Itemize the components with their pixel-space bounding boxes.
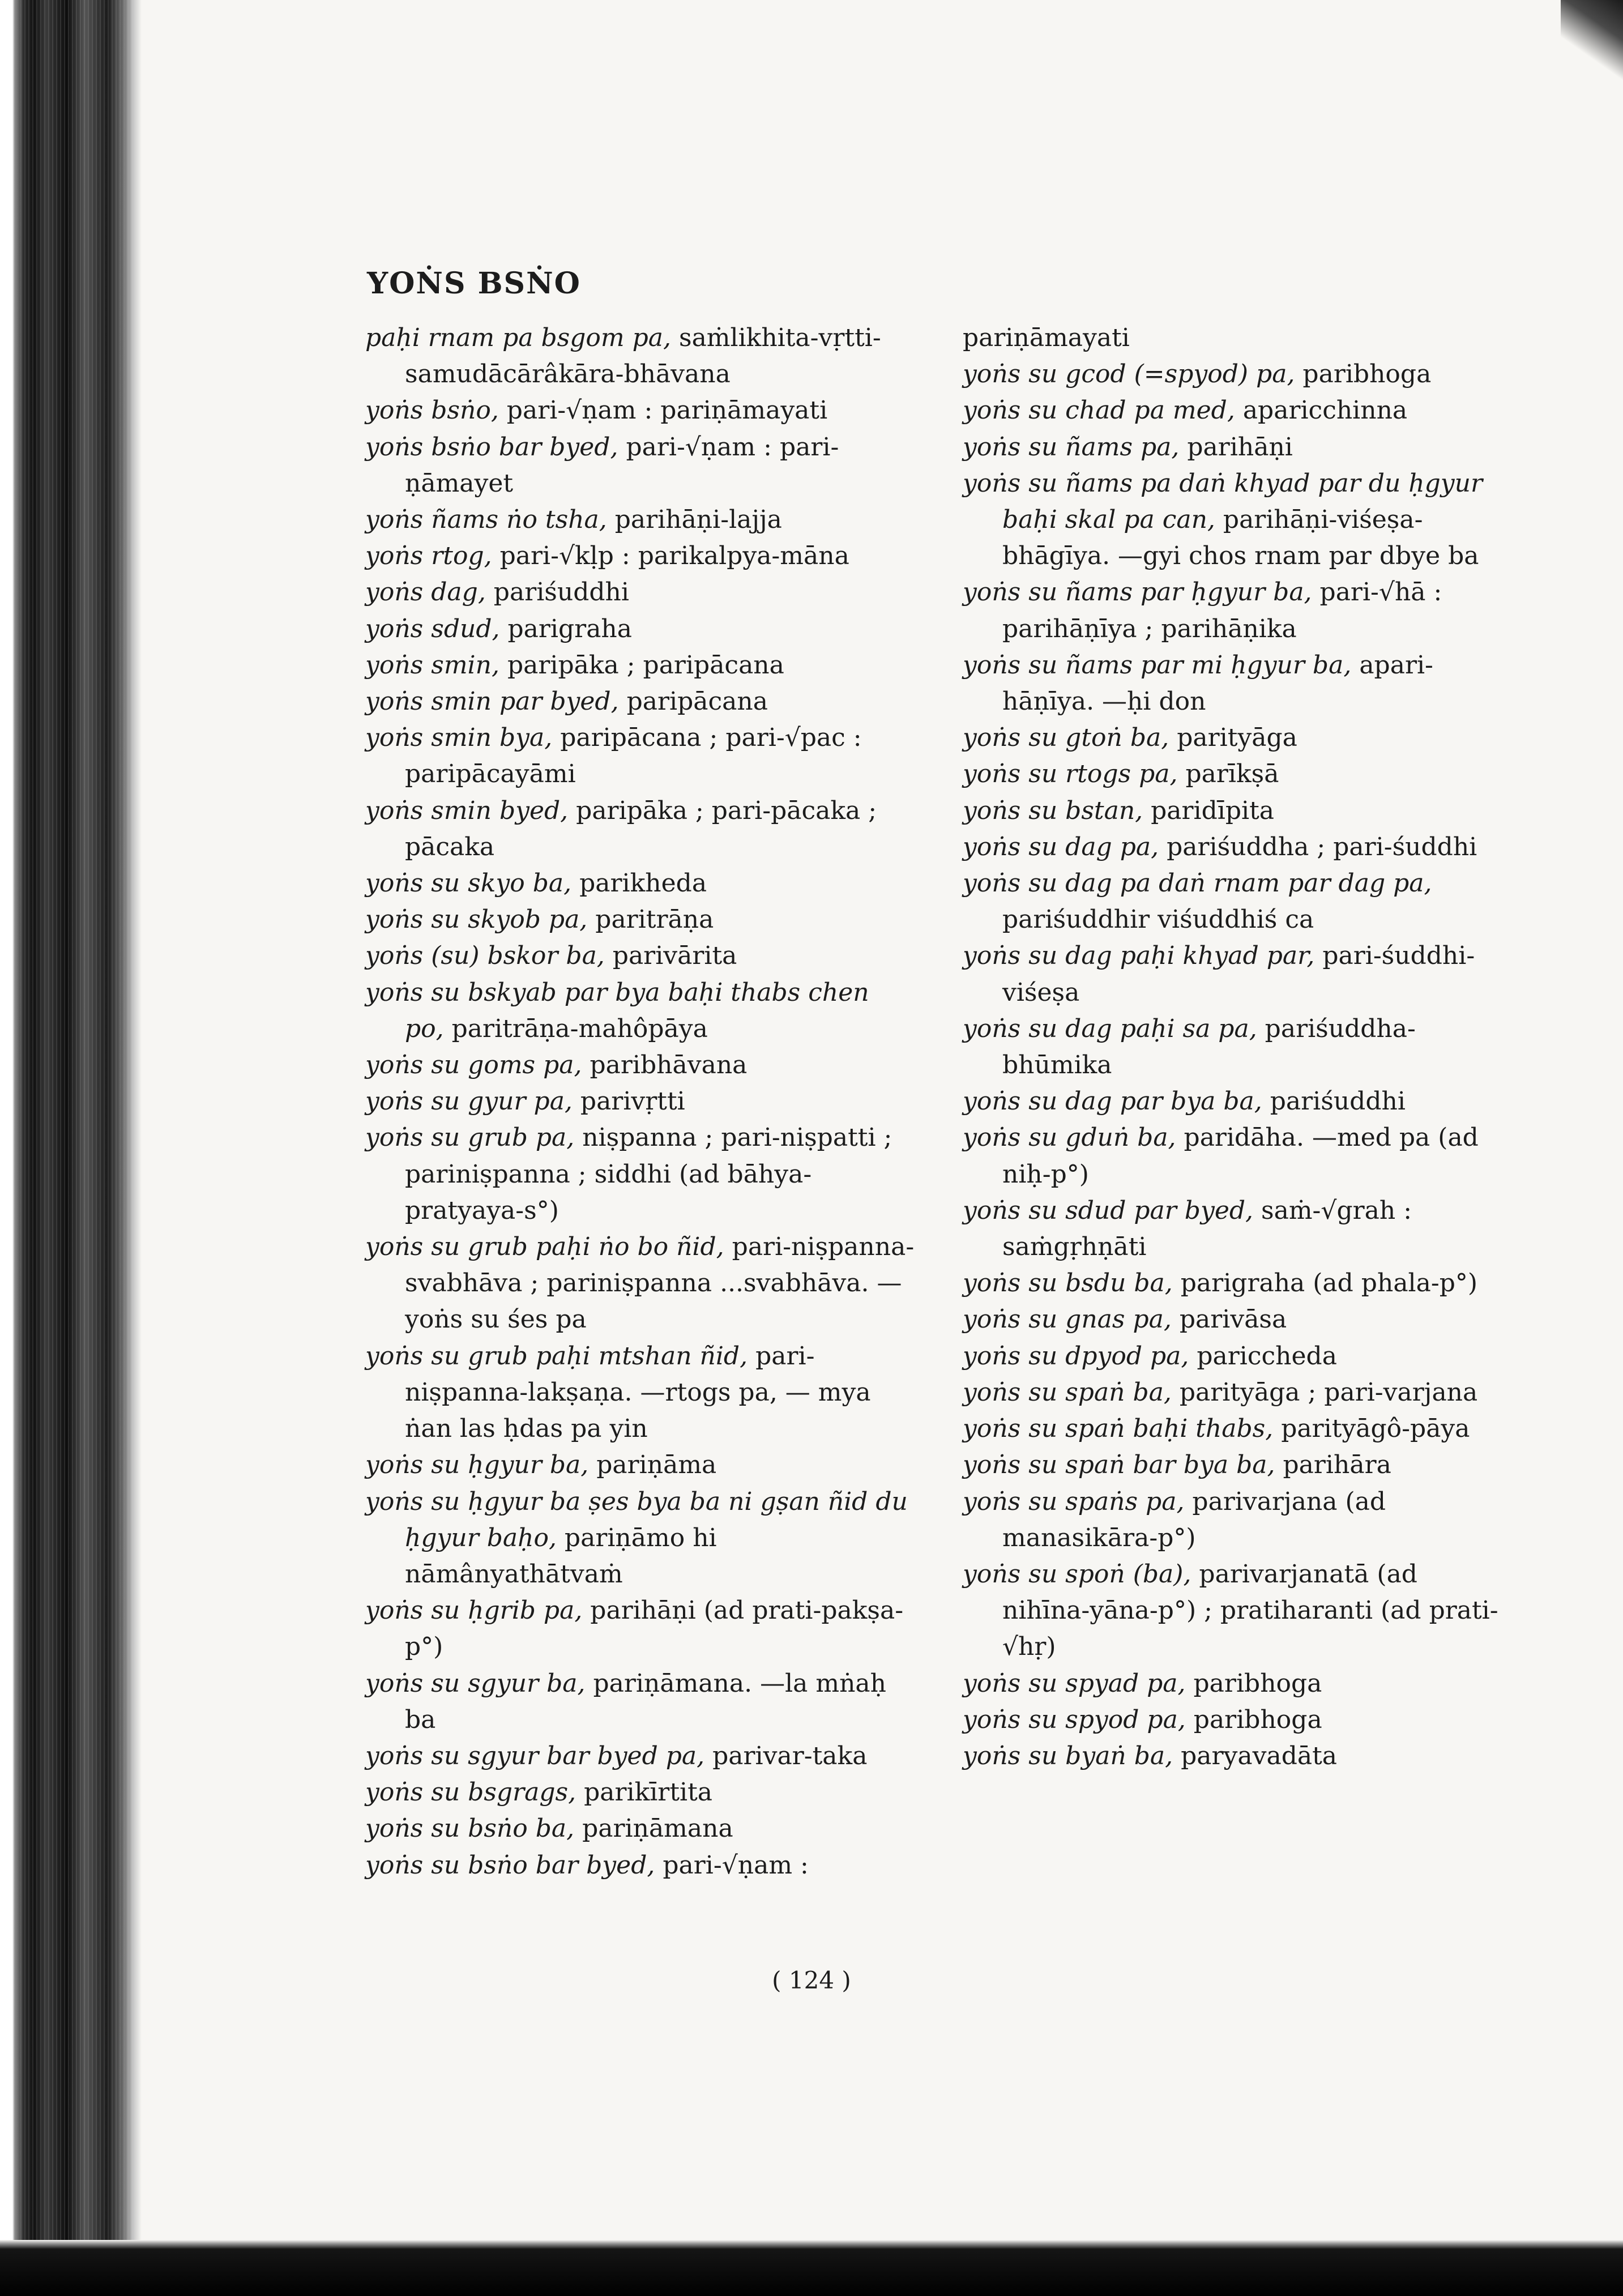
sanskrit-equivalent: parivārita (604, 941, 737, 971)
sanskrit-equivalent: paribhāvana (582, 1051, 748, 1080)
left-column (365, 320, 915, 1884)
sanskrit-equivalent: paripācana ; pari-√pac : paripācayāmi (405, 723, 870, 789)
tibetan-term: yoṅs su spyod pa, (963, 1705, 1186, 1734)
sanskrit-equivalent: pariṇāmana (574, 1814, 733, 1843)
tibetan-term: yoṅs dag, (365, 578, 486, 607)
sanskrit-equivalent: paripāka ; paripācana (499, 650, 784, 680)
dictionary-entry (963, 429, 1512, 466)
dictionary-entry (963, 356, 1512, 392)
sanskrit-equivalent: aparicchinna (1235, 396, 1408, 425)
tibetan-term: yoṅs smin bya, (365, 723, 553, 753)
tibetan-term: yoṅs su spaṅ baḥi thabs, (963, 1414, 1274, 1444)
dictionary-entry (963, 1120, 1512, 1192)
sanskrit-equivalent: paripāka ; pari-pācaka ; pācaka (405, 796, 885, 861)
tibetan-term: yoṅs su gnas pa, (963, 1305, 1172, 1334)
dictionary-entry (365, 1338, 915, 1448)
tibetan-term: yoṅs su byaṅ ba, (963, 1741, 1173, 1770)
sanskrit-equivalent: pari-niṣpanna-lakṣaṇa. —rtogs pa, — mya ṅan las ḥdas pa yin (405, 1341, 879, 1444)
dictionary-entry (365, 1811, 915, 1847)
tibetan-term: yoṅs sdud, (365, 614, 500, 643)
tibetan-term: yoṅs su ḥgyur ba, (365, 1450, 589, 1480)
tibetan-term: yoṅs su bsdu ba, (963, 1269, 1173, 1298)
dictionary-entry (365, 1083, 915, 1120)
sanskrit-equivalent: parityāgô-pāya (1273, 1414, 1470, 1444)
tibetan-term: yoṅs su skyob pa, (365, 905, 588, 934)
dictionary-entry (365, 611, 915, 647)
tibetan-term: yoṅs su goms pa, (365, 1051, 582, 1080)
dictionary-entry (365, 1847, 915, 1884)
dictionary-entry (365, 1484, 915, 1593)
page-corner-shadow (1561, 0, 1623, 91)
sanskrit-equivalent: pariṇāmo hi nāmânyathātvaṁ (405, 1523, 725, 1589)
dictionary-entry (963, 1666, 1512, 1702)
tibetan-term: yoṅs su gcod (=spyod) pa, (963, 360, 1295, 389)
dictionary-entry (365, 720, 915, 792)
tibetan-term: yoṅs bsṅo, (365, 396, 499, 425)
dictionary-entry (365, 684, 915, 720)
dictionary-entry (365, 1738, 915, 1774)
tibetan-term: yoṅs su chad pa med, (963, 396, 1235, 425)
tibetan-term: yoṅs rtog, (365, 541, 492, 571)
sanskrit-equivalent: pari-√ṇam : (655, 1850, 809, 1880)
tibetan-term: yoṅs su bsṅo ba, (365, 1814, 575, 1843)
tibetan-term: yoṅs su gyur pa, (365, 1087, 573, 1116)
dictionary-entry (963, 647, 1512, 720)
sanskrit-equivalent: pariśuddha ; pari-śuddhi (1159, 832, 1477, 861)
tibetan-term: yoṅs su bsgrags, (365, 1778, 576, 1807)
dictionary-entry (963, 574, 1512, 647)
dictionary-entry (365, 647, 915, 684)
dictionary-entry (963, 1375, 1512, 1411)
dictionary-entry (963, 793, 1512, 829)
dictionary-entry (365, 1047, 915, 1083)
sanskrit-equivalent: parihāṇi-viśeṣa-bhāgīya. —gyi chos rnam par dbye ba (1002, 505, 1479, 571)
tibetan-term: yoṅs su sdud par byed, (963, 1196, 1254, 1225)
tibetan-term: yoṅs smin par byed, (365, 687, 619, 716)
page-number: ( 124 ) (772, 1966, 851, 1994)
sanskrit-equivalent: parivāsa (1171, 1305, 1287, 1334)
tibetan-term: yoṅs su spyad pa, (963, 1668, 1186, 1698)
dictionary-entry (365, 1229, 915, 1338)
dictionary-entry (365, 1666, 915, 1738)
sanskrit-equivalent: paritrāṇa-mahôpāya (443, 1014, 708, 1043)
sanskrit-equivalent: paridīpita (1143, 796, 1275, 825)
tibetan-term: yoṅs smin byed, (365, 796, 569, 825)
tibetan-term: yoṅs su bstan, (963, 796, 1143, 825)
sanskrit-equivalent: paribhoga (1185, 1705, 1322, 1734)
sanskrit-equivalent: paribhoga (1185, 1668, 1322, 1698)
tibetan-term: paḥi rnam pa bsgom pa, (365, 323, 671, 352)
tibetan-term: yoṅs su bsṅo bar byed, (365, 1850, 655, 1880)
tibetan-term: yoṅs (su) bskor ba, (365, 941, 605, 971)
tibetan-term: yoṅs su dag par bya ba, (963, 1087, 1262, 1116)
dictionary-entry (963, 1265, 1512, 1301)
tibetan-term: yoṅs su bskyab par bya baḥi thabs chen po, (365, 978, 877, 1043)
tibetan-term: yoṅs su dag pa, (963, 832, 1159, 861)
dictionary-entry (963, 865, 1512, 938)
sanskrit-equivalent: parivarjana (ad manasikāra-p°) (1002, 1487, 1394, 1552)
dictionary-entry (365, 975, 915, 1047)
tibetan-term: yoṅs su ñams par ḥgyur ba, (963, 578, 1312, 607)
dictionary-entry (963, 1738, 1512, 1774)
dictionary-entry (963, 938, 1512, 1010)
sanskrit-equivalent: pari-√kḷp : parikalpya-māna (492, 541, 849, 571)
dictionary-entry (963, 756, 1512, 792)
dictionary-entry (365, 1774, 915, 1811)
sanskrit-equivalent: parityāga (1169, 723, 1297, 753)
tibetan-term: yoṅs su skyo ba, (365, 869, 572, 898)
sanskrit-equivalent: parikīrtita (576, 1778, 713, 1807)
sanskrit-equivalent: pariccheda (1189, 1341, 1337, 1371)
sanskrit-equivalent: pariśuddhi (485, 578, 629, 607)
tibetan-term: yoṅs su ñams par mi ḥgyur ba, (963, 650, 1352, 680)
tibetan-term: yoṅs bsṅo bar byed, (365, 432, 618, 462)
dictionary-entry (365, 320, 915, 392)
sanskrit-equivalent: parihāra (1275, 1450, 1391, 1480)
sanskrit-equivalent: parivar-taka (704, 1741, 868, 1770)
sanskrit-equivalent: paryavadāta (1173, 1741, 1338, 1770)
page-header: YOṄS BSṄO (367, 266, 581, 301)
tibetan-term: yoṅs ñams ṅo tsha, (365, 505, 607, 535)
tibetan-term: yoṅs su grub paḥi ṅo bo ñid, (365, 1232, 724, 1262)
tibetan-term: yoṅs su rtogs pa, (963, 759, 1178, 789)
dictionary-entry (963, 1411, 1512, 1447)
tibetan-term: yoṅs su ḥgrib pa, (365, 1596, 583, 1625)
dictionary-entry (963, 320, 1512, 356)
dictionary-entry (963, 1193, 1512, 1265)
dictionary-entry (963, 1011, 1512, 1083)
dictionary-entry (963, 1447, 1512, 1483)
sanskrit-equivalent: pariṇāmayati (963, 323, 1130, 352)
tibetan-term: yoṅs su ḥgyur ba ṣes bya ba ni gṣan ñid du ḥgyur baḥo, (365, 1487, 916, 1552)
right-column (963, 320, 1512, 1774)
dictionary-entry (365, 392, 915, 429)
sanskrit-equivalent: parigraha (ad phala-p°) (1172, 1269, 1478, 1298)
dictionary-entry (963, 1301, 1512, 1338)
tibetan-term: yoṅs su dag paḥi sa pa, (963, 1014, 1257, 1043)
sanskrit-equivalent: pari-niṣpanna-svabhāva ; pariniṣpanna ...svabhāva. —yoṅs su śes pa (405, 1232, 915, 1334)
dictionary-entry (963, 1556, 1512, 1666)
sanskrit-equivalent: paribhoga (1295, 360, 1432, 389)
sanskrit-equivalent: parivarjanatā (ad nihīna-yāna-p°) ; pratiharanti (ad prati-√hṛ) (1002, 1559, 1498, 1662)
sanskrit-equivalent: pari-√ṇam : pariṇāmayati (498, 396, 828, 425)
tibetan-term: yoṅs su gduṅ ba, (963, 1123, 1176, 1153)
tibetan-term: yoṅs su grub pa, (365, 1123, 575, 1153)
dictionary-entry (365, 902, 915, 938)
tibetan-term: yoṅs su spaṅ bar bya ba, (963, 1450, 1275, 1480)
sanskrit-equivalent: pari-śuddhi-viśeṣa (1002, 941, 1475, 1007)
dictionary-entry (365, 429, 915, 502)
sanskrit-equivalent: saṁlikhita-vṛtti-samudācārâkāra-bhāvana (405, 323, 881, 389)
dictionary-entry (365, 1447, 915, 1483)
sanskrit-equivalent: apari-hāṇīya. —ḥi don (1002, 650, 1433, 716)
sanskrit-equivalent: niṣpanna ; pari-niṣpatti ; pariniṣpanna ; siddhi (ad bāhya-pratyaya-s°) (405, 1123, 900, 1225)
sanskrit-equivalent: saṁ-√grah : saṁgṛhṇāti (1002, 1196, 1420, 1262)
dictionary-entry (963, 1484, 1512, 1556)
sanskrit-equivalent: parihāṇi (ad prati-pakṣa-p°) (405, 1596, 904, 1662)
book-spine-page-edges (20, 0, 134, 2296)
dictionary-entry (963, 1083, 1512, 1120)
dictionary-entry (365, 1593, 915, 1665)
sanskrit-equivalent: pariśuddha-bhūmika (1002, 1014, 1416, 1080)
dictionary-entry (963, 829, 1512, 865)
tibetan-term: yoṅs su ñams pa daṅ khyad par du ḥgyur baḥi skal pa can, (963, 468, 1491, 535)
tibetan-term: yoṅs su gtoṅ ba, (963, 723, 1169, 753)
dictionary-entry (963, 1338, 1512, 1375)
dictionary-entry (963, 720, 1512, 756)
dictionary-entry (365, 502, 915, 538)
tibetan-term: yoṅs su spaṅs pa, (963, 1487, 1185, 1516)
sanskrit-equivalent: pariśuddhir viśuddhiś ca (1002, 869, 1440, 934)
sanskrit-equivalent: parivṛtti (572, 1087, 685, 1116)
sanskrit-equivalent: parihāṇi (1179, 432, 1293, 462)
sanskrit-equivalent: parīkṣā (1177, 759, 1279, 789)
tibetan-term: yoṅs su sgyur ba, (365, 1668, 586, 1698)
tibetan-term: yoṅs su spoṅ (ba), (963, 1559, 1191, 1589)
dictionary-entry (963, 392, 1512, 429)
sanskrit-equivalent: parikheda (571, 869, 707, 898)
dictionary-entry (365, 793, 915, 865)
sanskrit-equivalent: pari-√hā : parihāṇīya ; parihāṇika (1002, 578, 1450, 643)
dictionary-entry (365, 574, 915, 611)
tibetan-term: yoṅs su dag pa daṅ rnam par dag pa, (963, 869, 1432, 898)
dictionary-entry (963, 1702, 1512, 1738)
sanskrit-equivalent: parigraha (499, 614, 632, 643)
tibetan-term: yoṅs smin, (365, 650, 499, 680)
tibetan-term: yoṅs su grub paḥi mtshan ñid, (365, 1341, 748, 1371)
dictionary-entry (365, 938, 915, 974)
tibetan-term: yoṅs su spaṅ ba, (963, 1377, 1172, 1407)
dictionary-entry (365, 1120, 915, 1229)
dictionary-entry (365, 865, 915, 902)
sanskrit-equivalent: pariṇāma (588, 1450, 717, 1480)
page-bottom-shadow (0, 2240, 1623, 2296)
dictionary-entry (963, 466, 1512, 575)
sanskrit-equivalent: paritrāṇa (587, 905, 714, 934)
tibetan-term: yoṅs su ñams pa, (963, 432, 1180, 462)
sanskrit-equivalent: pari-√ṇam : pari-ṇāmayet (405, 432, 839, 498)
sanskrit-equivalent: parihāṇi-lajja (607, 505, 782, 535)
sanskrit-equivalent: pariṇāmana. —la mṅaḥ ba (405, 1668, 894, 1734)
sanskrit-equivalent: pariśuddhi (1262, 1087, 1406, 1116)
tibetan-term: yoṅs su dpyod pa, (963, 1341, 1189, 1371)
sanskrit-equivalent: paripācana (618, 687, 768, 716)
sanskrit-equivalent: paridāha. —med pa (ad niḥ-p°) (1002, 1123, 1487, 1189)
tibetan-term: yoṅs su sgyur bar byed pa, (365, 1741, 705, 1770)
sanskrit-equivalent: parityāga ; pari-varjana (1171, 1377, 1478, 1407)
dictionary-entry (365, 538, 915, 574)
tibetan-term: yoṅs su dag paḥi khyad par, (963, 941, 1315, 971)
